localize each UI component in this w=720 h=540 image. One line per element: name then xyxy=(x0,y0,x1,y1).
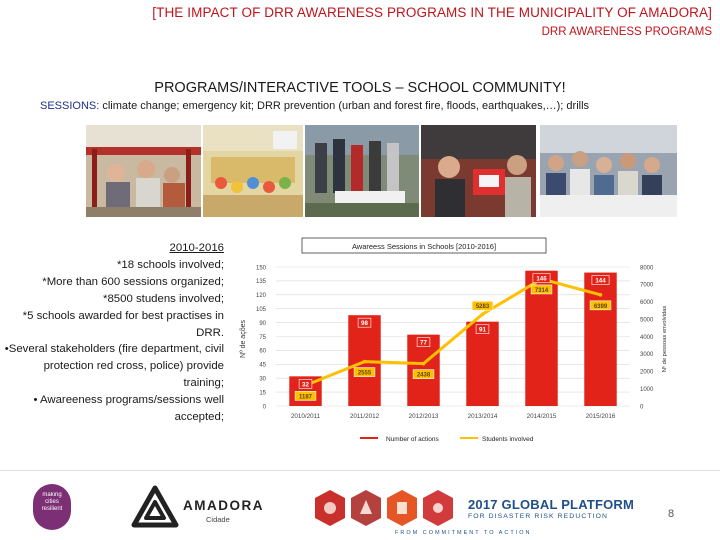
legend-students-swatch xyxy=(460,437,478,439)
left-axis-label: Nº de ações xyxy=(240,320,247,358)
x-tick-label: 2015/2016 xyxy=(585,413,616,420)
right-axis-label: Nº de pessoas envolvidas xyxy=(662,305,668,373)
legend-actions-swatch xyxy=(360,437,378,439)
legend-students-label: Students involved xyxy=(482,436,534,443)
line-point-students xyxy=(481,312,485,316)
x-tick-label: 2011/2012 xyxy=(349,413,380,420)
amadora-sub: Cidade xyxy=(206,515,230,524)
fact-item: *More than 600 sessions organized; xyxy=(42,275,224,288)
bar-value-label: 146 xyxy=(536,275,547,283)
fact-item: • Awareeness programs/sessions well accepted; xyxy=(33,394,224,424)
line-value-label: 5283 xyxy=(475,304,490,311)
left-tick-label: 0 xyxy=(262,404,266,411)
right-tick-label: 5000 xyxy=(640,317,654,324)
left-tick-label: 30 xyxy=(259,376,266,383)
line-value-label: 6399 xyxy=(593,303,608,310)
line-point-students xyxy=(599,293,603,297)
right-tick-label: 3000 xyxy=(640,352,654,359)
fact-item: *18 schools involved; xyxy=(116,258,224,271)
left-tick-label: 120 xyxy=(255,293,266,300)
header-title: [THE IMPACT OF DRR AWARENESS PROGRAMS IN THE MUNICIPALITY OF AMADORA] xyxy=(152,5,712,20)
bar-value-label: 91 xyxy=(479,326,486,334)
global-platform-hexagons xyxy=(312,488,460,530)
bar-value-label: 77 xyxy=(420,339,427,347)
bar-actions xyxy=(466,322,498,406)
global-platform-subtitle: FOR DISASTER RISK REDUCTION xyxy=(468,513,608,520)
left-tick-label: 90 xyxy=(259,320,266,327)
photo-kids-under-table xyxy=(86,125,201,217)
fact-item: *8500 studens involved; xyxy=(103,292,224,305)
sessions-line xyxy=(40,100,720,112)
right-tick-label: 6000 xyxy=(640,300,654,307)
x-tick-label: 2014/2015 xyxy=(526,413,557,420)
amadora-name: AMADORA xyxy=(183,498,264,513)
right-tick-label: 0 xyxy=(640,404,644,411)
badge-text: making cities resilient xyxy=(41,492,63,512)
facts-list xyxy=(0,240,224,426)
left-tick-label: 135 xyxy=(255,279,266,286)
bar-value-label: 98 xyxy=(361,320,368,328)
photo-stakeholders-demo xyxy=(305,125,419,217)
right-tick-label: 2000 xyxy=(640,369,654,376)
amadora-logo-icon xyxy=(131,485,179,529)
line-value-label: 2555 xyxy=(357,370,372,377)
right-tick-label: 8000 xyxy=(640,265,654,272)
sessions-chart xyxy=(236,234,674,450)
line-point-students xyxy=(422,362,426,366)
line-value-label: 7314 xyxy=(534,287,549,294)
left-tick-label: 45 xyxy=(259,362,266,369)
sessions-label: SESSIONS: xyxy=(40,100,100,112)
fact-item: •Several stakeholders (fire department, civil protection red cross, police) provide training; xyxy=(4,343,224,390)
x-tick-label: 2010/2011 xyxy=(290,413,321,420)
x-tick-label: 2012/2013 xyxy=(408,413,439,420)
chart-canvas xyxy=(236,234,674,450)
right-tick-label: 4000 xyxy=(640,334,654,341)
global-platform-title: 2017 GLOBAL PLATFORM xyxy=(468,497,635,512)
photo-emergency-kit xyxy=(421,125,536,217)
line-value-label: 2438 xyxy=(416,372,431,379)
line-value-label: 1187 xyxy=(298,394,313,401)
footer-divider xyxy=(0,470,720,471)
left-tick-label: 150 xyxy=(255,265,266,272)
photo-classroom-session xyxy=(203,125,303,217)
left-tick-label: 60 xyxy=(259,348,266,355)
left-tick-label: 75 xyxy=(259,334,266,341)
x-tick-label: 2013/2014 xyxy=(467,413,498,420)
bar-value-label: 32 xyxy=(302,381,309,389)
legend-actions-label: Number of actions xyxy=(386,436,439,443)
left-tick-label: 15 xyxy=(259,390,266,397)
right-tick-label: 7000 xyxy=(640,282,654,289)
right-tick-label: 1000 xyxy=(640,386,654,393)
resilient-cities-badge xyxy=(33,484,71,530)
photo-students-classroom xyxy=(540,125,677,217)
chart-title: Awareess Sessions in Schools [2010-2016] xyxy=(351,242,497,251)
header-subtitle: DRR AWARENESS PROGRAMS xyxy=(541,26,712,38)
fact-item: *5 schools awarded for best practises in DRR. xyxy=(22,309,224,339)
line-point-students xyxy=(363,360,367,364)
sessions-text: climate change; emergency kit; DRR prevention (urban and forest fire, floods, earthquakes,…); drills xyxy=(99,100,590,112)
bar-value-label: 144 xyxy=(595,277,606,285)
global-platform-tagline: FROM COMMITMENT TO ACTION xyxy=(395,530,532,536)
page-number: 8 xyxy=(668,508,675,520)
left-tick-label: 105 xyxy=(255,307,266,313)
facts-period: 2010-2016 xyxy=(169,242,224,254)
main-title: PROGRAMS/INTERACTIVE TOOLS – SCHOOL COMMUNITY! xyxy=(154,80,566,96)
